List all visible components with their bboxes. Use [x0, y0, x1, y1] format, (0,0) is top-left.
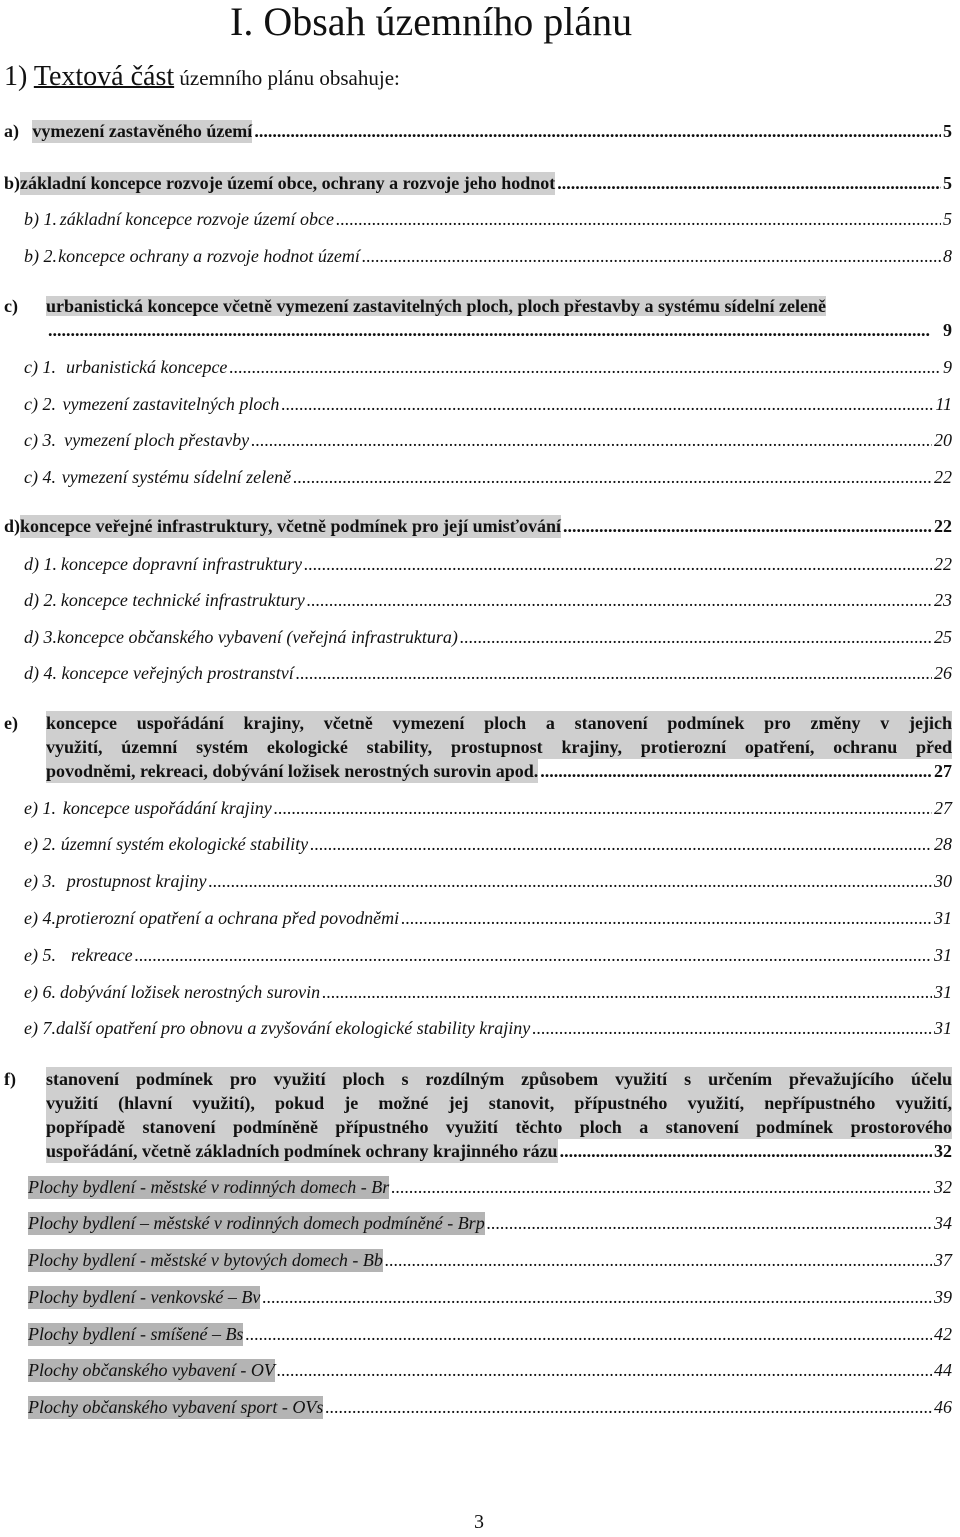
toc-text: vymezení systému sídelní zeleně — [61, 467, 292, 487]
toc-label: c) 1. — [24, 357, 56, 377]
toc-page: 5 — [943, 209, 952, 229]
toc-leader — [460, 626, 932, 649]
toc-text: další opatření pro obnovu a zvyšování ekologické stability krajiny — [55, 1018, 531, 1038]
toc-page: 37 — [934, 1250, 952, 1270]
document-title: I. Obsah územního plánu — [230, 0, 633, 44]
toc-entry-c4[interactable] — [4, 466, 952, 489]
heading-underlined: Textová část — [33, 61, 175, 92]
toc-page: 22 — [934, 554, 952, 574]
toc-page: 46 — [934, 1397, 952, 1417]
toc-leader — [307, 589, 932, 612]
toc-leader — [48, 318, 941, 342]
toc-text: vymezení ploch přestavby — [64, 430, 250, 450]
toc-text-line: stanovení podmínek pro využití ploch s rozdílným způsobem využití s určením převažujícího účelu — [46, 1069, 952, 1089]
toc-label: c) 4. — [24, 467, 56, 487]
toc-leader — [229, 356, 941, 379]
toc-leader — [325, 1396, 932, 1419]
toc-text: základní koncepce rozvoje území obce — [59, 209, 334, 229]
toc-page: 28 — [934, 834, 952, 854]
toc-page: 34 — [934, 1213, 952, 1233]
toc-label: d) 4. — [24, 663, 57, 683]
toc-label: e) 5. — [24, 945, 56, 965]
toc-entry-e[interactable] — [4, 711, 952, 783]
toc-label: b) 2. — [24, 246, 57, 266]
toc-label: c) — [4, 296, 18, 316]
toc-text-line: popřípadě stanovení podmíněně přípustného využití těchto ploch a stanovení podmínek prostorového — [46, 1117, 952, 1137]
toc-entry-b1[interactable] — [4, 208, 952, 231]
toc-leader — [245, 1323, 932, 1346]
toc-label: b) — [4, 173, 21, 193]
toc-leader — [281, 393, 933, 416]
toc-entry-d1[interactable] — [4, 553, 952, 576]
toc-text: základní koncepce rozvoje území obce, ochrany a rozvoje jeho hodnot — [20, 173, 556, 193]
toc-leader — [274, 797, 932, 820]
toc-entry-f-item[interactable] — [4, 1249, 952, 1272]
toc-leader — [262, 1286, 932, 1309]
toc-label: f) — [4, 1069, 16, 1089]
toc-leader — [487, 1212, 932, 1235]
toc-label: d) 1. — [24, 554, 57, 574]
toc-text: dobývání ložisek nerostných surovin — [59, 982, 321, 1002]
toc-leader — [296, 662, 932, 685]
toc-leader — [563, 515, 932, 538]
toc-text: prostupnost krajiny — [66, 871, 207, 891]
toc-page: 5 — [943, 121, 952, 141]
toc-page: 22 — [934, 516, 952, 536]
toc-leader — [560, 1139, 932, 1163]
toc-entry-d2[interactable] — [4, 589, 952, 612]
toc-entry-e3[interactable] — [4, 870, 952, 893]
toc-leader — [135, 944, 932, 967]
toc-leader — [277, 1359, 932, 1382]
toc-leader — [251, 429, 932, 452]
toc-leader — [362, 245, 941, 268]
toc-text: urbanistická koncepce — [65, 357, 228, 377]
toc-page: 31 — [934, 945, 952, 965]
toc-page: 31 — [934, 1018, 952, 1038]
page-number: 3 — [474, 1511, 484, 1533]
toc-text: koncepce ochrany a rozvoje hodnot území — [58, 246, 360, 266]
toc-text: Plochy bydlení - smíšené – Bs — [28, 1324, 244, 1344]
toc-text: rekreace — [71, 945, 133, 965]
toc-entry-f-item[interactable] — [4, 1359, 952, 1382]
toc-label: e) 3. — [24, 871, 56, 891]
toc-label: e) 6. — [24, 982, 56, 1002]
toc-leader — [540, 759, 932, 783]
toc-entry-c2[interactable] — [4, 393, 952, 416]
toc-entry-b2[interactable] — [4, 245, 952, 268]
toc-label: d) 3. — [24, 627, 57, 647]
toc-text: urbanistická koncepce včetně vymezení zastavitelných ploch, ploch přestavby a systému sídelní zeleně — [46, 296, 826, 316]
toc-page: 44 — [934, 1360, 952, 1380]
toc-leader — [322, 981, 932, 1004]
heading-number: 1) — [4, 61, 34, 92]
toc-label: e) 1. — [24, 798, 56, 818]
toc-entry-c3[interactable] — [4, 429, 952, 452]
toc-leader — [310, 833, 932, 856]
toc-label: e) 7. — [24, 1018, 56, 1038]
toc-page: 11 — [935, 394, 952, 414]
toc-text: koncepce uspořádání krajiny — [62, 798, 272, 818]
toc-page: 27 — [934, 761, 952, 781]
toc-entry-b[interactable] — [4, 172, 952, 195]
section-heading — [4, 60, 400, 95]
toc-entry-e1[interactable] — [4, 797, 952, 820]
toc-entry-e6[interactable] — [4, 981, 952, 1004]
toc-label: e) 2. — [24, 834, 56, 854]
toc-page: 5 — [943, 173, 952, 193]
toc-leader — [209, 870, 932, 893]
toc-page: 22 — [934, 467, 952, 487]
toc-page: 23 — [934, 590, 952, 610]
toc-text: Plochy občanského vybavení - OV — [28, 1360, 275, 1380]
toc-leader — [254, 120, 941, 143]
toc-leader — [304, 553, 932, 576]
toc-entry-e2[interactable] — [4, 833, 952, 856]
toc-label: d) — [4, 516, 21, 536]
toc-page: 32 — [934, 1177, 952, 1197]
toc-leader — [391, 1176, 932, 1199]
toc-text: Plochy bydlení - městské v bytových domech - Bb — [28, 1250, 383, 1270]
toc-entry-d[interactable] — [4, 515, 952, 538]
toc-text-line: povodněmi, rekreaci, dobývání ložisek nerostných surovin apod. — [46, 761, 539, 781]
toc-leader — [401, 907, 932, 930]
toc-entry-f-item[interactable] — [4, 1176, 952, 1199]
toc-label: c) 2. — [24, 394, 56, 414]
toc-page: 9 — [943, 357, 952, 377]
toc-entry-d4[interactable] — [4, 662, 952, 685]
toc-text: Plochy bydlení – městské v rodinných domech podmíněné - Brp — [28, 1213, 485, 1233]
toc-leader — [336, 208, 941, 231]
toc-label: a) — [4, 121, 19, 141]
toc-entry-e7[interactable] — [4, 1017, 952, 1040]
toc-entry-f[interactable] — [4, 1067, 952, 1163]
toc-page: 31 — [934, 982, 952, 1002]
toc-text: Plochy občanského vybavení sport - OVs — [28, 1397, 324, 1417]
toc-label: e) — [4, 713, 18, 733]
toc-entry-e5[interactable] — [4, 944, 952, 967]
toc-entry-a[interactable] — [4, 120, 952, 143]
toc-text: Plochy bydlení - venkovské – Bv — [28, 1287, 261, 1307]
toc-entry-f-item[interactable] — [4, 1286, 952, 1309]
toc-entry-c1[interactable] — [4, 356, 952, 379]
toc-leader — [532, 1017, 932, 1040]
toc-entry-f-item[interactable] — [4, 1323, 952, 1346]
toc-page: 31 — [934, 908, 952, 928]
toc-text: koncepce občanského vybavení (veřejná infrastruktura) — [57, 627, 458, 647]
toc-text: koncepce dopravní infrastruktury — [61, 554, 302, 574]
toc-text-line: využití (hlavní využití), pokud je možné jej stanovit, přípustného využití, nepřípustného využití, — [46, 1093, 952, 1113]
toc-page: 20 — [934, 430, 952, 450]
toc-page: 27 — [934, 798, 952, 818]
toc-leader — [385, 1249, 932, 1272]
toc-label: c) 3. — [24, 430, 56, 450]
toc-entry-f-item[interactable] — [4, 1212, 952, 1235]
toc-page: 8 — [943, 246, 952, 266]
toc-label: e) 4. — [24, 908, 56, 928]
toc-page: 26 — [934, 663, 952, 683]
toc-page: 32 — [934, 1141, 952, 1161]
toc-page: 30 — [934, 871, 952, 891]
heading-tail: územního plánu obsahuje: — [174, 66, 400, 90]
toc-label: d) 2. — [24, 590, 57, 610]
toc-text: protierozní opatření a ochrana před povodněmi — [55, 908, 400, 928]
toc-page: 25 — [934, 627, 952, 647]
toc-entry-f-item[interactable] — [4, 1396, 952, 1419]
toc-page: 39 — [934, 1287, 952, 1307]
toc-entry-d3[interactable] — [4, 626, 952, 649]
toc-text: vymezení zastavěného území — [32, 121, 253, 141]
toc-page: 9 — [943, 320, 952, 340]
toc-text: koncepce veřejné infrastruktury, včetně podmínek pro její umisťování — [20, 516, 562, 536]
toc-text: koncepce veřejných prostranství — [61, 663, 294, 683]
toc-text-line: využití, územní systém ekologické stability, prostupnost krajiny, protierozní opatření, ochranu před — [46, 737, 952, 757]
toc-text-line: koncepce uspořádání krajiny, včetně vymezení ploch a stanovení podmínek pro změny v jejich — [46, 713, 952, 733]
toc-page: 42 — [934, 1324, 952, 1344]
toc-entry-c[interactable] — [4, 294, 952, 342]
toc-entry-e4[interactable] — [4, 907, 952, 930]
toc-label: b) 1. — [24, 209, 57, 229]
toc-text-line: uspořádání, včetně základních podmínek ochrany krajinného rázu — [46, 1141, 558, 1161]
toc-text: vymezení zastavitelných ploch — [62, 394, 280, 414]
toc-text: Plochy bydlení - městské v rodinných domech - Br — [28, 1177, 390, 1197]
toc-text: koncepce technické infrastruktury — [60, 590, 305, 610]
toc-text: územní systém ekologické stability — [60, 834, 309, 854]
toc-leader — [293, 466, 932, 489]
toc-leader — [557, 172, 941, 195]
